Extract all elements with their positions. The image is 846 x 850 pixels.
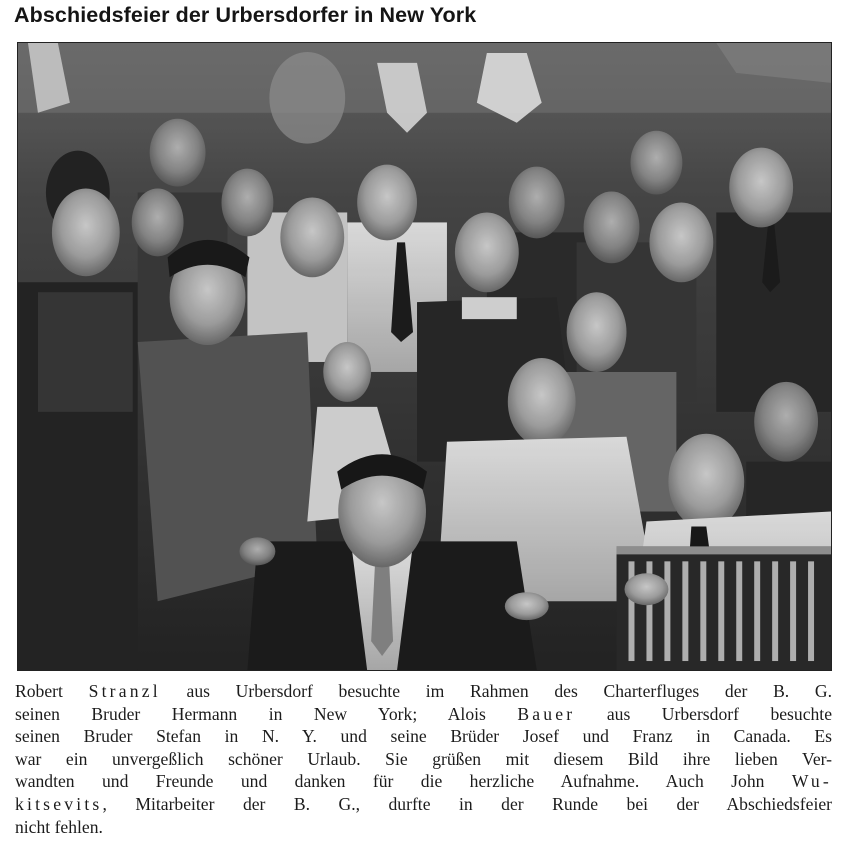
- caption-text: wandten und Freunde und danken für die herzliche Aufnahme. Auch John: [15, 771, 792, 792]
- caption-text: seinen Bruder Hermann in New York; Alois: [15, 703, 518, 724]
- spaced-name-stranzl: Stranzl: [88, 681, 161, 701]
- group-photo-illustration: [18, 43, 831, 670]
- spaced-name-bauer: Bauer: [517, 703, 576, 724]
- article-headline: Abschiedsfeier der Urbersdorfer in New York: [14, 3, 477, 27]
- caption-line-4: war ein unvergeßlich schöner Urlaub. Sie grüßen mit diesem Bild ihre lieben Ver-: [15, 748, 832, 769]
- caption-line-7: nicht fehlen.: [15, 816, 103, 837]
- caption-line-3: seinen Bruder Stefan in N. Y. und seine Brüder Josef und Franz in Canada. Es: [15, 726, 832, 747]
- caption-line-5: [15, 770, 832, 793]
- caption-text: , Mitarbeiter der B. G., durfte in der Runde bei der Abschiedsfeier: [102, 793, 832, 814]
- caption-text: aus Urbersdorf besuchte: [575, 703, 833, 724]
- spaced-name-wukitsevits-part1: Wu-: [791, 771, 832, 792]
- spaced-name-wukitsevits-part2: kitsevits: [15, 793, 103, 814]
- caption-line-6: [15, 793, 832, 816]
- caption-text: aus Urbersdorf besuchte im Rahmen des Charterfluges der B. G.: [160, 681, 832, 701]
- group-photo: [17, 42, 832, 671]
- photo-caption: [15, 680, 832, 838]
- caption-line-1: [15, 680, 832, 703]
- caption-line-2: [15, 703, 832, 726]
- caption-text: Robert: [15, 681, 89, 701]
